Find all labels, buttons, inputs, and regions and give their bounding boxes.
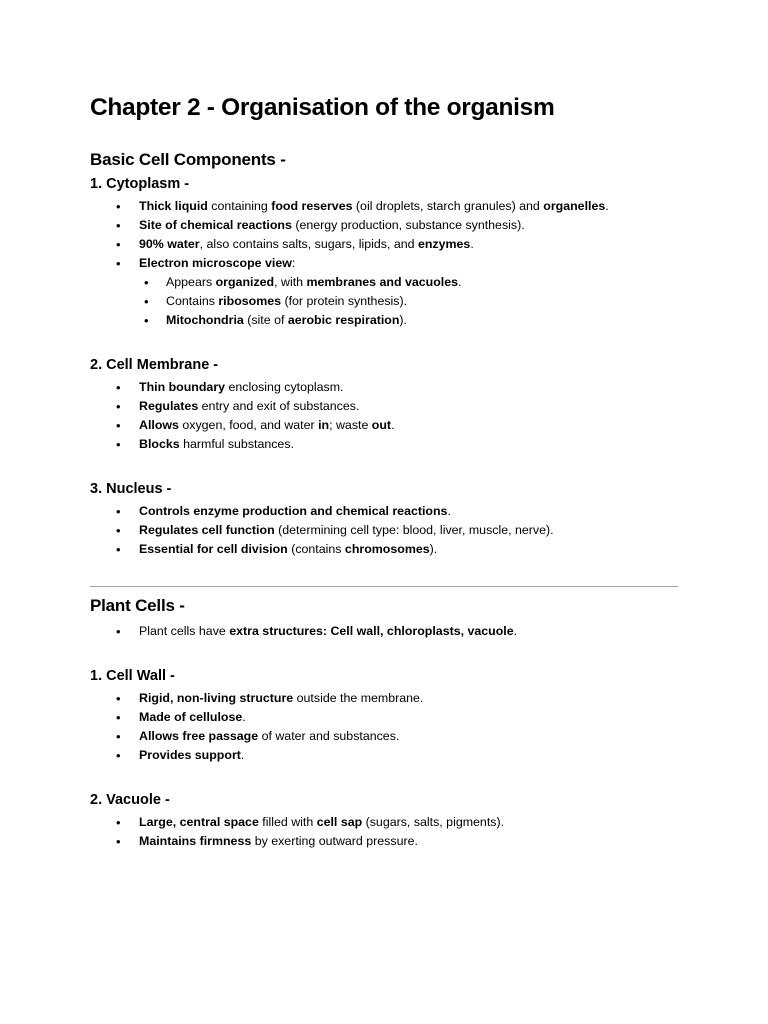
list-item: • Large, central space filled with cell sap (sugars, salts, pigments). bbox=[90, 813, 680, 832]
electron-microscope-sublist bbox=[139, 273, 680, 330]
cytoplasm-heading: 1. Cytoplasm - bbox=[90, 176, 190, 192]
cell-membrane-list bbox=[90, 378, 680, 454]
list-item bbox=[90, 254, 680, 330]
sub-list-item: • Appears organized, with membranes and vacuoles. bbox=[139, 273, 680, 292]
plant-intro-list bbox=[90, 622, 680, 641]
list-item: • Blocks harmful substances. bbox=[90, 435, 680, 454]
list-item: • Regulates cell function (determining cell type: blood, liver, muscle, nerve). bbox=[90, 521, 680, 540]
chapter-title: Chapter 2 - Organisation of the organism bbox=[90, 94, 555, 121]
sub-list-item: • Mitochondria (site of aerobic respiration). bbox=[139, 311, 680, 330]
list-item: • Controls enzyme production and chemical reactions. bbox=[90, 502, 680, 521]
vacuole-heading: 2. Vacuole - bbox=[90, 792, 170, 808]
nucleus-list bbox=[90, 502, 680, 559]
list-item: • Maintains firmness by exerting outward pressure. bbox=[90, 832, 680, 851]
cell-wall-list bbox=[90, 689, 680, 765]
sub-list-item: • Contains ribosomes (for protein synthesis). bbox=[139, 292, 680, 311]
list-item: • Thick liquid containing food reserves (oil droplets, starch granules) and organelles. bbox=[90, 197, 680, 216]
list-item: • Made of cellulose. bbox=[90, 708, 680, 727]
vacuole-list bbox=[90, 813, 680, 851]
cell-membrane-heading: 2. Cell Membrane - bbox=[90, 357, 219, 373]
list-item: • 90% water, also contains salts, sugars, lipids, and enzymes. bbox=[90, 235, 680, 254]
list-item: • Allows free passage of water and substances. bbox=[90, 727, 680, 746]
list-item: • Rigid, non-living structure outside the membrane. bbox=[90, 689, 680, 708]
list-item: • Provides support. bbox=[90, 746, 680, 765]
list-item: • Plant cells have extra structures: Cell wall, chloroplasts, vacuole. bbox=[90, 622, 680, 641]
list-item: • Thin boundary enclosing cytoplasm. bbox=[90, 378, 680, 397]
cytoplasm-list bbox=[90, 197, 680, 330]
list-item: • Allows oxygen, food, and water in; waste out. bbox=[90, 416, 680, 435]
cell-wall-heading: 1. Cell Wall - bbox=[90, 668, 175, 684]
nucleus-heading: 3. Nucleus - bbox=[90, 481, 172, 497]
list-item-text: Electron microscope view: bbox=[139, 256, 296, 270]
list-item: • Site of chemical reactions (energy production, substance synthesis). bbox=[90, 216, 680, 235]
list-item: • Regulates entry and exit of substances. bbox=[90, 397, 680, 416]
basic-components-heading: Basic Cell Components - bbox=[90, 150, 286, 169]
plant-cells-heading: Plant Cells - bbox=[90, 596, 185, 615]
list-item: • Essential for cell division (contains chromosomes). bbox=[90, 540, 680, 559]
document-page bbox=[90, 94, 680, 851]
